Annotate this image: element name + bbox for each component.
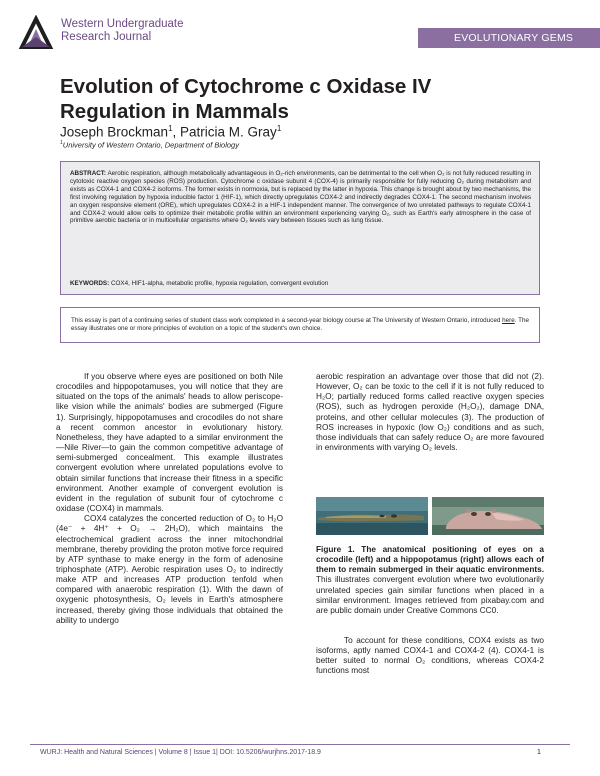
body-column-right (316, 372, 544, 453)
abstract-text: Aerobic respiration, although metabolically advantageous in O₂-rich environments, can be detrimental to the cell when O₂ is not fully reduced resulting in cytotoxic reactive oxygen species (ROS) production. Cytochrome c oxidase subunit 4 (COX-4) is primarily responsible for fully reducing O₂ during metabolism and exists as COX4-1 and COX4-2 isoforms. The former exists in normoxia, but is replaced by the latter in hypoxia. This change is brought about by two mechanisms, the first involving regulation by hypoxia inducible factor 1 (HIF-1), which directly upregulates COX4-2 and indirectly degrades COX4-1. The second mechanism involves an oxygen responsive element (ORE), which upregulates COX4-2 in a HIF-1 independent manner. The convergence of two unrelated pathways to regulate COX4-1 and COX4-2 would allow cells to optimize their metabolic profile within an environment experiencing varying O₂, such as Earth's early atmosphere in the case of primitive aerobic bacteria or in multicellular organisms where O₂ levels vary between tissues such as lung tissue. (70, 170, 531, 225)
figure-caption-text: This illustrates convergent evolution where two evolutionarily unrelated species gain similar functions when placed in a similar environment. Images retrieved from pixabay.com and are public domain under Creative Commons CC0. (316, 575, 544, 615)
body-paragraph: COX4 catalyzes the concerted reduction of O₂ to H₂O (4e⁻ + 4H⁺ + O₂ → 2H₂O), which maintains the electrochemical gradient across the inner mitochondrial membrane, thereby providing the proton motive force required by ATP synthase to make energy in the form of adenosine triphosphate (ATP). Aerobic respiration uses O₂ to indirectly make ATP and increases ATP production tenfold when compared with anaerobic respiration (1). With the dawn of oxygenic photosynthesis, O₂ levels in Earth's atmosphere increased, thereby giving those individuals that obtained the ability to undergo (56, 514, 283, 625)
section-label: EVOLUTIONARY GEMS (454, 32, 574, 44)
essay-note-text: This essay is part of a continuing series of student class work completed in a second-year biology course at The University of Western Ontario, introduced (71, 317, 503, 324)
journal-logo-icon (18, 15, 54, 51)
footer-citation: WURJ: Health and Natural Sciences | Volume 8 | Issue 1| DOI: 10.5206/wurjhns.2017-18.9 (40, 749, 321, 756)
body-paragraph: To account for these conditions, COX4 exists as two isoforms, aptly named COX4-1 and COX4-2 (4). COX4-1 is better suited to normal O₂ conditions, whereas COX4-2 functions most (316, 636, 544, 676)
author-list (60, 124, 281, 140)
keywords-label: KEYWORDS: (70, 280, 110, 287)
author-name: Joseph Brockman (60, 124, 169, 140)
abstract-label: ABSTRACT: (70, 170, 107, 177)
journal-name: Western Undergraduate Research Journal (61, 18, 184, 43)
hippopotamus-photo (432, 497, 544, 535)
abstract (70, 170, 531, 225)
body-column-left (56, 372, 283, 626)
affiliation (60, 140, 239, 150)
keywords (70, 280, 531, 288)
figure-caption-title: Figure 1. The anatomical positioning of eyes on a crocodile (left) and a hippopotamus (right) allows each of them to remain submerged in their aquatic environments. (316, 545, 544, 575)
essay-note-text: . The essay illustrates one or more principles of evolution on a topic of the student's own choice. (71, 317, 529, 332)
author-name: Patricia M. Gray (180, 124, 277, 140)
page-number: 1 (537, 749, 541, 756)
affiliation-mark: 1 (60, 140, 63, 146)
affiliation-text: University of Western Ontario, Department of Biology (62, 140, 239, 150)
author-separator: , (172, 124, 181, 140)
article-title: Evolution of Cytochrome c Oxidase IV Regulation in Mammals (60, 75, 432, 123)
body-column-right-continued (316, 636, 544, 677)
essay-series-link[interactable]: here (502, 317, 515, 324)
keywords-text: COX4, HIF1-alpha, metabolic profile, hypoxia regulation, convergent evolution (110, 280, 329, 287)
body-paragraph: aerobic respiration an advantage over those that did not (2). However, O₂ can be toxic to the cell if it is not fully reduced to H₂O; partially reduced forms called reactive oxygen species (ROS), such as hydrogen peroxide (H₂O₂), damage DNA, proteins, and other cellular molecules (3). The production of ROS increases in hypoxic (low O₂) conditions and as such, those individuals that can safely reduce O₂ are more favoured in environments with varying O₂ levels. (316, 372, 544, 453)
crocodile-photo (316, 497, 428, 535)
footer-divider (30, 744, 570, 745)
author-affiliation-mark: 1 (276, 124, 282, 133)
essay-note (60, 307, 540, 343)
figure-caption (316, 545, 544, 616)
author-affiliation-mark: 1 (168, 124, 173, 133)
body-paragraph: If you observe where eyes are positioned on both Nile crocodiles and hippopotamuses, you will notice that they are situated on the tops of the animals' heads to allow periscope-like vision while the animals' bodies are submerged (Figure 1). Surprisingly, hippopotamuses and crocodiles do not share a recent common ancestor in evolutionary history. Nonetheless, they have adapted to a similar environment the—Nile River—to gain the common competitive advantage of semi-submerged concealment. This example illustrates convergent evolution where unrelated populations evolve to obtain similar functions that increase their fitness in a specific environment. Another example of convergent evolution is evident in the regulation of subunit four of cytochrome c oxidase (COX4) in mammals. (56, 372, 283, 514)
